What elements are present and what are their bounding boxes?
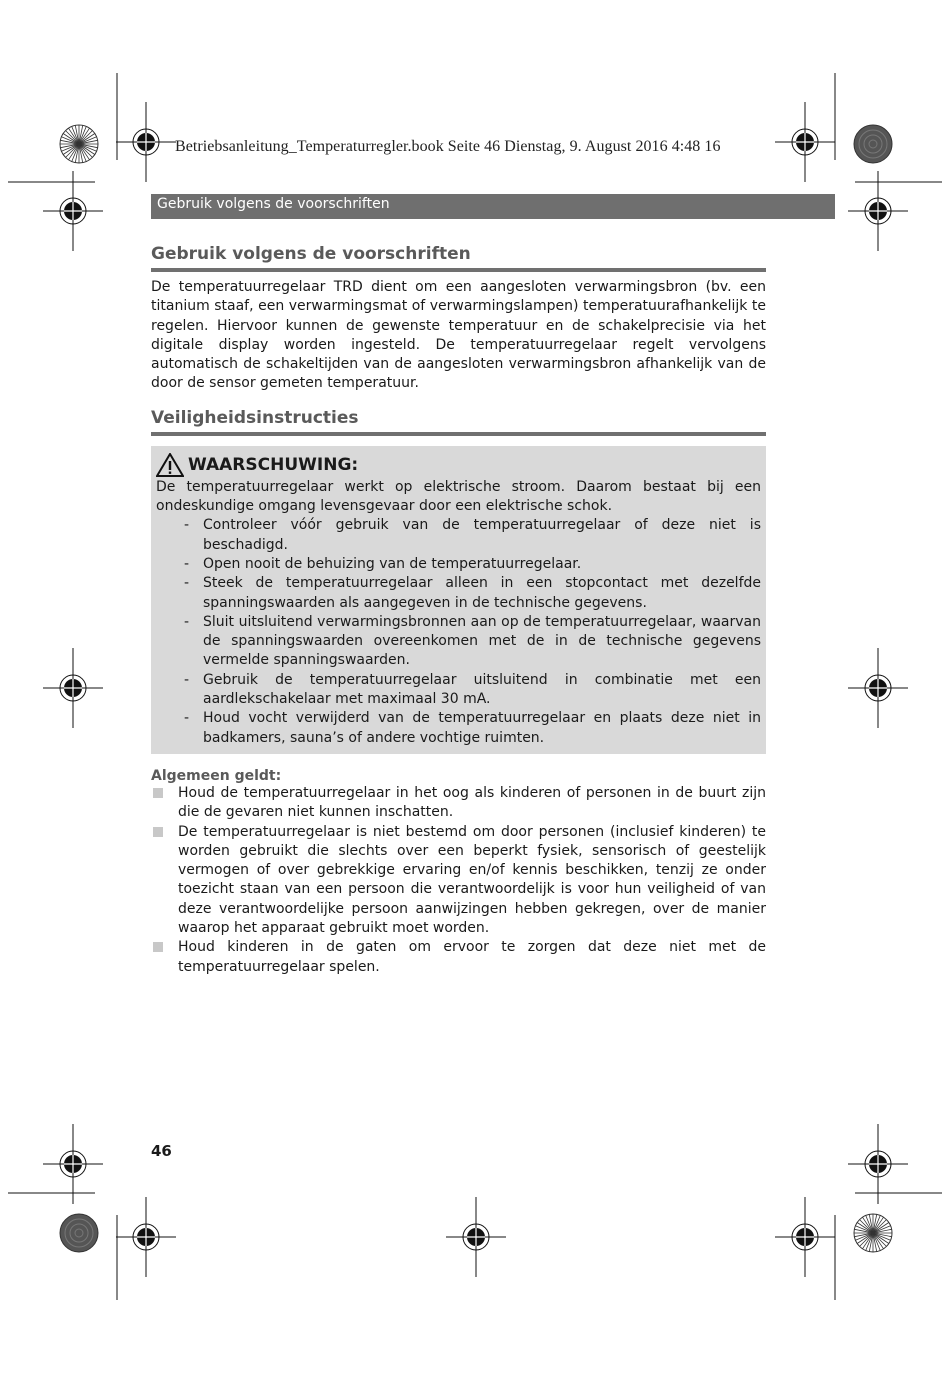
section-title-safety: Veiligheidsinstructies <box>151 407 359 428</box>
list-item: - Steek de temperatuurregelaar alleen in een stopcontact met dezelfde spanningswaarden als aangegeven in de technische gegevens. <box>184 575 761 611</box>
list-item: Houd de temperatuurregelaar in het oog als kinderen of personen in de buurt zijn die de gevaren niet kunnen inschatten. <box>151 784 766 823</box>
usage-paragraph: De temperatuurregelaar TRD dient om een aangesloten verwarmingsbron (bv. een titanium staaf, een verwarmingsmat of verwarmingslampen) temperatuurafhankelijk te regelen. Hiervoor kunnen de gewenste temperatuur en de schakelprecisie via het digitale display worden ingesteld. De temperatuurregelaar regelt vervolgens automatisch de schakeltijden van de aangesloten verwarmingsbron afhankelijk van de door de sensor gemeten temperatuur. <box>151 279 766 392</box>
general-label: Algemeen geldt: <box>151 767 282 784</box>
list-item: - Houd vocht verwijderd van de temperatuurregelaar en plaats deze niet in badkamers, sauna’s of andere vochtige ruimten. <box>184 710 761 746</box>
section-rule <box>151 432 766 436</box>
list-item: - Open nooit de behuizing van de temperatuurregelaar. <box>184 555 582 572</box>
print-header: Betriebsanleitung_Temperaturregler.book Seite 46 Dienstag, 9. August 2016 4:48 16 <box>175 138 721 155</box>
warning-intro: De temperatuurregelaar werkt op elektrische stroom. Daarom bestaat bij een ondeskundige omgang levensgevaar door een elektrische schok. <box>156 478 761 515</box>
list-item: - Controleer vóór gebruik van de temperatuurregelaar of deze niet is beschadigd. <box>184 517 761 553</box>
general-list <box>151 784 766 977</box>
square-bullet-icon <box>153 942 163 952</box>
list-item: Houd kinderen in de gaten om ervoor te zorgen dat deze niet met de temperatuurregelaar spelen. <box>151 938 766 977</box>
square-bullet-icon <box>153 827 163 837</box>
list-item: De temperatuurregelaar is niet bestemd om door personen (inclusief kinderen) te worden gebruikt die slechts over een beperkt fysiek, sensorisch of geestelijk vermogen of over gebrekkige ervaring en/of kennis beschikken, tenzij ze onder toezicht staan van een persoon die verantwoordelijk is voor hun veiligheid of van deze verantwoordelijke persoon aanwijzingen hebben gekregen, over de manier waarop het apparaat gebruikt moet worden. <box>151 823 766 939</box>
section-title-usage: Gebruik volgens de voorschriften <box>151 244 471 264</box>
list-item: - Gebruik de temperatuurregelaar uitsluitend in combinatie met een aardlekschakelaar met maximaal 30 mA. <box>184 671 761 708</box>
list-item: - Sluit uitsluitend verwarmingsbronnen aan op de temperatuurregelaar, waarvan de spanningswaarden overeenkomen met de in de technische gegevens vermelde spanningswaarden. <box>184 613 761 669</box>
warning-heading <box>156 452 761 478</box>
running-header: Gebruik volgens de voorschriften <box>151 194 835 219</box>
warning-box <box>151 446 766 754</box>
warning-triangle-icon <box>156 453 184 477</box>
square-bullet-icon <box>153 788 163 798</box>
page-number: 46 <box>151 1142 172 1160</box>
warning-list <box>156 516 761 748</box>
section-rule <box>151 268 766 272</box>
warning-title: WAARSCHUWING: <box>188 454 359 475</box>
main-content <box>151 244 766 977</box>
